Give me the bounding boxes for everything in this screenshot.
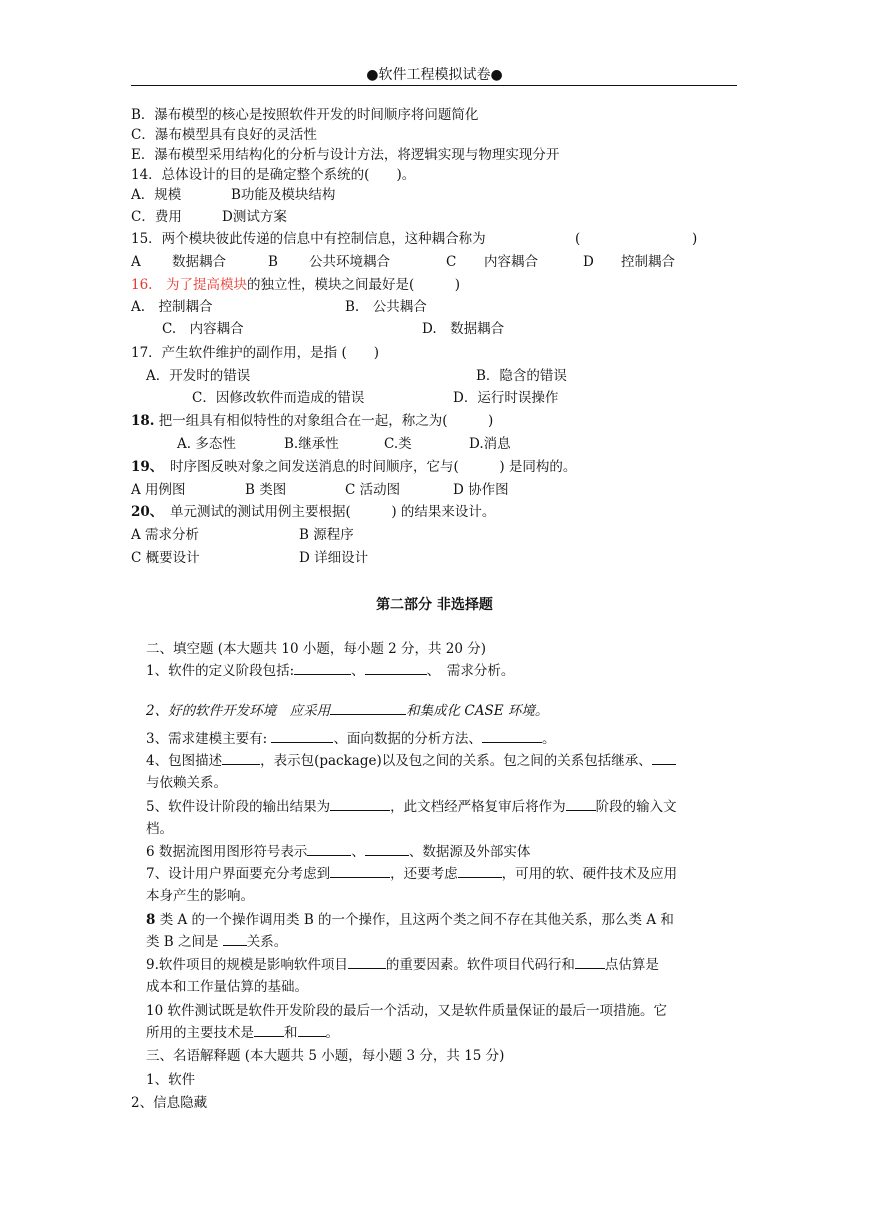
term-item-1: 1、软件 — [146, 1072, 196, 1088]
fill-3-mid: 、面向数据的分析方法、 — [333, 731, 482, 747]
fill-2-text: 2、好的软件开发环境 应采用 — [146, 703, 331, 719]
fill-item-6 — [146, 843, 530, 861]
q20-text: 单元测试的测试用例主要根据( ) 的结果来设计。 — [156, 504, 496, 520]
q14-option-b: B功能及模块结构 — [231, 187, 336, 203]
question-18 — [131, 412, 493, 430]
q17-option-c: C．因修改软件而造成的错误 — [192, 390, 365, 406]
fill-item-5-cont: 档。 — [146, 821, 173, 837]
q16-highlight: 16. 为了提高模块 — [131, 277, 247, 293]
term-item-2: 2、信息隐藏 — [131, 1095, 208, 1111]
blank[interactable] — [222, 752, 260, 765]
fill-10-tail: 。 — [325, 1025, 339, 1041]
q15-paren-close: ) — [692, 231, 698, 247]
q18-option-b: B.继承性 — [284, 436, 339, 452]
fill-6-tail: 、数据源及外部实体 — [408, 844, 531, 860]
fill-item-7 — [146, 865, 677, 883]
option-line-b: B．瀑布模型的核心是按照软件开发的时间顺序将问题简化 — [131, 107, 479, 123]
q16-option-b: B. 公共耦合 — [345, 299, 427, 315]
fill-item-8-cont — [146, 933, 287, 951]
q18-text: 把一组具有相似特性的对象组合在一起，称之为( ) — [154, 413, 494, 429]
fill-3-text: 3、需求建模主要有: — [146, 731, 272, 747]
fill-7-text: 7、设计用户界面要充分考虑到 — [146, 866, 331, 882]
blank[interactable] — [330, 798, 390, 811]
question-14: 14．总体设计的目的是确定整个系统的( )。 — [131, 167, 416, 183]
q15-option-c: 内容耦合 — [484, 254, 538, 270]
question-17: 17．产生软件维护的副作用，是指 ( ) — [131, 345, 380, 361]
q19-option-a: A 用例图 — [131, 482, 186, 498]
fill-item-10-cont — [146, 1024, 339, 1042]
q20-option-d: D 详细设计 — [299, 550, 369, 566]
blank[interactable] — [365, 662, 427, 675]
blank[interactable] — [294, 662, 351, 675]
fill-blank-heading: 二、填空题 (本大题共 10 小题，每小题 2 分，共 20 分) — [146, 641, 487, 657]
fill-item-4-cont: 与依赖关系。 — [146, 775, 227, 791]
fill-2-tail: 和集成化 CASE 环境。 — [406, 703, 549, 719]
q15-option-d: 控制耦合 — [621, 254, 675, 270]
fill-7-mid: ，还要考虑 — [390, 866, 458, 882]
fill-item-2 — [146, 702, 548, 720]
fill-item-5 — [146, 798, 677, 816]
fill-item-7-cont: 本身产生的影响。 — [146, 888, 254, 904]
blank[interactable] — [330, 702, 406, 715]
fill-9-mid: 的重要因素。软件项目代码行和 — [385, 957, 575, 973]
blank[interactable] — [566, 798, 596, 811]
blank[interactable] — [458, 865, 502, 878]
fill-1-text: 1、软件的定义阶段包括: — [146, 663, 295, 679]
question-20 — [131, 503, 495, 521]
blank[interactable] — [254, 1024, 284, 1037]
question-15: 15．两个模块彼此传递的信息中有控制信息，这种耦合称为 — [131, 231, 486, 247]
q18-number: 18. — [131, 413, 155, 429]
question-19 — [131, 458, 576, 476]
fill-4-mid: ，表示包(package)以及包之间的关系。包之间的关系包括继承、 — [260, 753, 652, 769]
q19-option-d: D 协作图 — [453, 482, 509, 498]
q15-option-b: 公共环境耦合 — [309, 254, 390, 270]
fill-item-1 — [146, 662, 514, 680]
fill-item-10: 10 软件测试既是软件开发阶段的最后一个活动，又是软件质量保证的最后一项措施。它 — [146, 1003, 667, 1019]
blank[interactable] — [271, 730, 333, 743]
blank[interactable] — [298, 1024, 326, 1037]
q16-text: 的独立性，模块之间最好是( ) — [246, 277, 461, 293]
q16-option-a: A. 控制耦合 — [131, 299, 213, 315]
fill-1-sep: 、 — [351, 663, 365, 679]
blank[interactable] — [365, 843, 409, 856]
page-header-title: ●软件工程模拟试卷● — [366, 67, 503, 83]
header-divider — [131, 85, 737, 86]
fill-9-tail: 点估算是 — [604, 957, 659, 973]
fill-7-tail: ，可用的软、硬件技术及应用 — [501, 866, 678, 882]
fill-5-text: 5、软件设计阶段的输出结果为 — [146, 799, 331, 815]
fill-3-tail: 。 — [541, 731, 556, 747]
fill-1-tail: 、 需求分析。 — [426, 663, 515, 679]
q18-option-a: A. 多态性 — [177, 436, 236, 452]
q20-option-c: C 概要设计 — [131, 550, 200, 566]
fill-10-mid: 和 — [284, 1025, 298, 1041]
fill-item-3 — [146, 730, 555, 748]
fill-8-number: 8 — [146, 912, 156, 928]
q18-option-d: D.消息 — [469, 436, 511, 452]
fill-item-9 — [146, 956, 659, 974]
fill-8-tail: 关系。 — [246, 934, 288, 950]
fill-5-mid: ，此文档经严格复审后将作为 — [390, 799, 566, 815]
option-line-c: C．瀑布模型具有良好的灵活性 — [131, 127, 317, 143]
section-title: 第二部分 非选择题 — [376, 597, 493, 613]
blank[interactable] — [348, 956, 386, 969]
fill-9-text: 9.软件项目的规模是影响软件项目 — [146, 957, 348, 973]
fill-10-text: 所用的主要技术是 — [146, 1025, 254, 1041]
blank[interactable] — [330, 865, 390, 878]
q14-option-a: A．规模 — [131, 187, 182, 203]
q18-option-c: C.类 — [384, 436, 412, 452]
q17-option-a: A．开发时的错误 — [146, 368, 251, 384]
q16-option-c: C. 内容耦合 — [162, 321, 244, 337]
fill-4-text: 4、包图描述 — [146, 753, 223, 769]
q15-option-b-letter: B — [268, 254, 278, 270]
q17-option-b: B．隐含的错误 — [476, 368, 567, 384]
option-line-e: E．瀑布模型采用结构化的分析与设计方法，将逻辑实现与物理实现分开 — [131, 147, 560, 163]
q15-option-d-letter: D — [583, 254, 594, 270]
q14-option-c: C．费用 — [131, 209, 182, 225]
fill-8-mid: 类 B 之间是 — [146, 934, 223, 950]
q15-paren-open: ( — [575, 231, 581, 247]
q20-option-b: B 源程序 — [299, 527, 354, 543]
blank[interactable] — [223, 933, 247, 946]
q19-text: 时序图反映对象之间发送消息的时间顺序，它与( ) 是同构的。 — [156, 459, 577, 475]
fill-6-text: 6 数据流图用图形符号表示 — [146, 844, 308, 860]
fill-8-text: 类 A 的一个操作调用类 B 的一个操作，且这两个类之间不存在其他关系，那么类 A 和 — [155, 912, 674, 928]
q16-option-d: D. 数据耦合 — [422, 321, 505, 337]
fill-item-9-cont: 成本和工作量估算的基础。 — [146, 979, 308, 995]
q15-option-a: 数据耦合 — [172, 254, 226, 270]
fill-6-sep: 、 — [351, 844, 365, 860]
q20-option-a: A 需求分析 — [131, 527, 200, 543]
q19-number: 19、 — [131, 459, 157, 475]
fill-5-tail: 阶段的输入文 — [595, 799, 677, 815]
question-16 — [131, 276, 460, 294]
blank[interactable] — [575, 956, 605, 969]
fill-item-4 — [146, 752, 676, 770]
q17-option-d: D．运行时误操作 — [453, 390, 559, 406]
q19-option-b: B 类图 — [245, 482, 287, 498]
blank[interactable] — [652, 752, 676, 765]
q15-option-a-letter: A — [131, 254, 141, 270]
fill-item-8 — [146, 911, 674, 929]
blank[interactable] — [482, 730, 542, 743]
term-heading: 三、名语解释题 (本大题共 5 小题，每小题 3 分，共 15 分) — [146, 1048, 505, 1064]
blank[interactable] — [307, 843, 351, 856]
q15-option-c-letter: C — [446, 254, 457, 270]
q20-number: 20、 — [131, 504, 157, 520]
q14-option-d: D测试方案 — [222, 209, 287, 225]
q19-option-c: C 活动图 — [345, 482, 401, 498]
